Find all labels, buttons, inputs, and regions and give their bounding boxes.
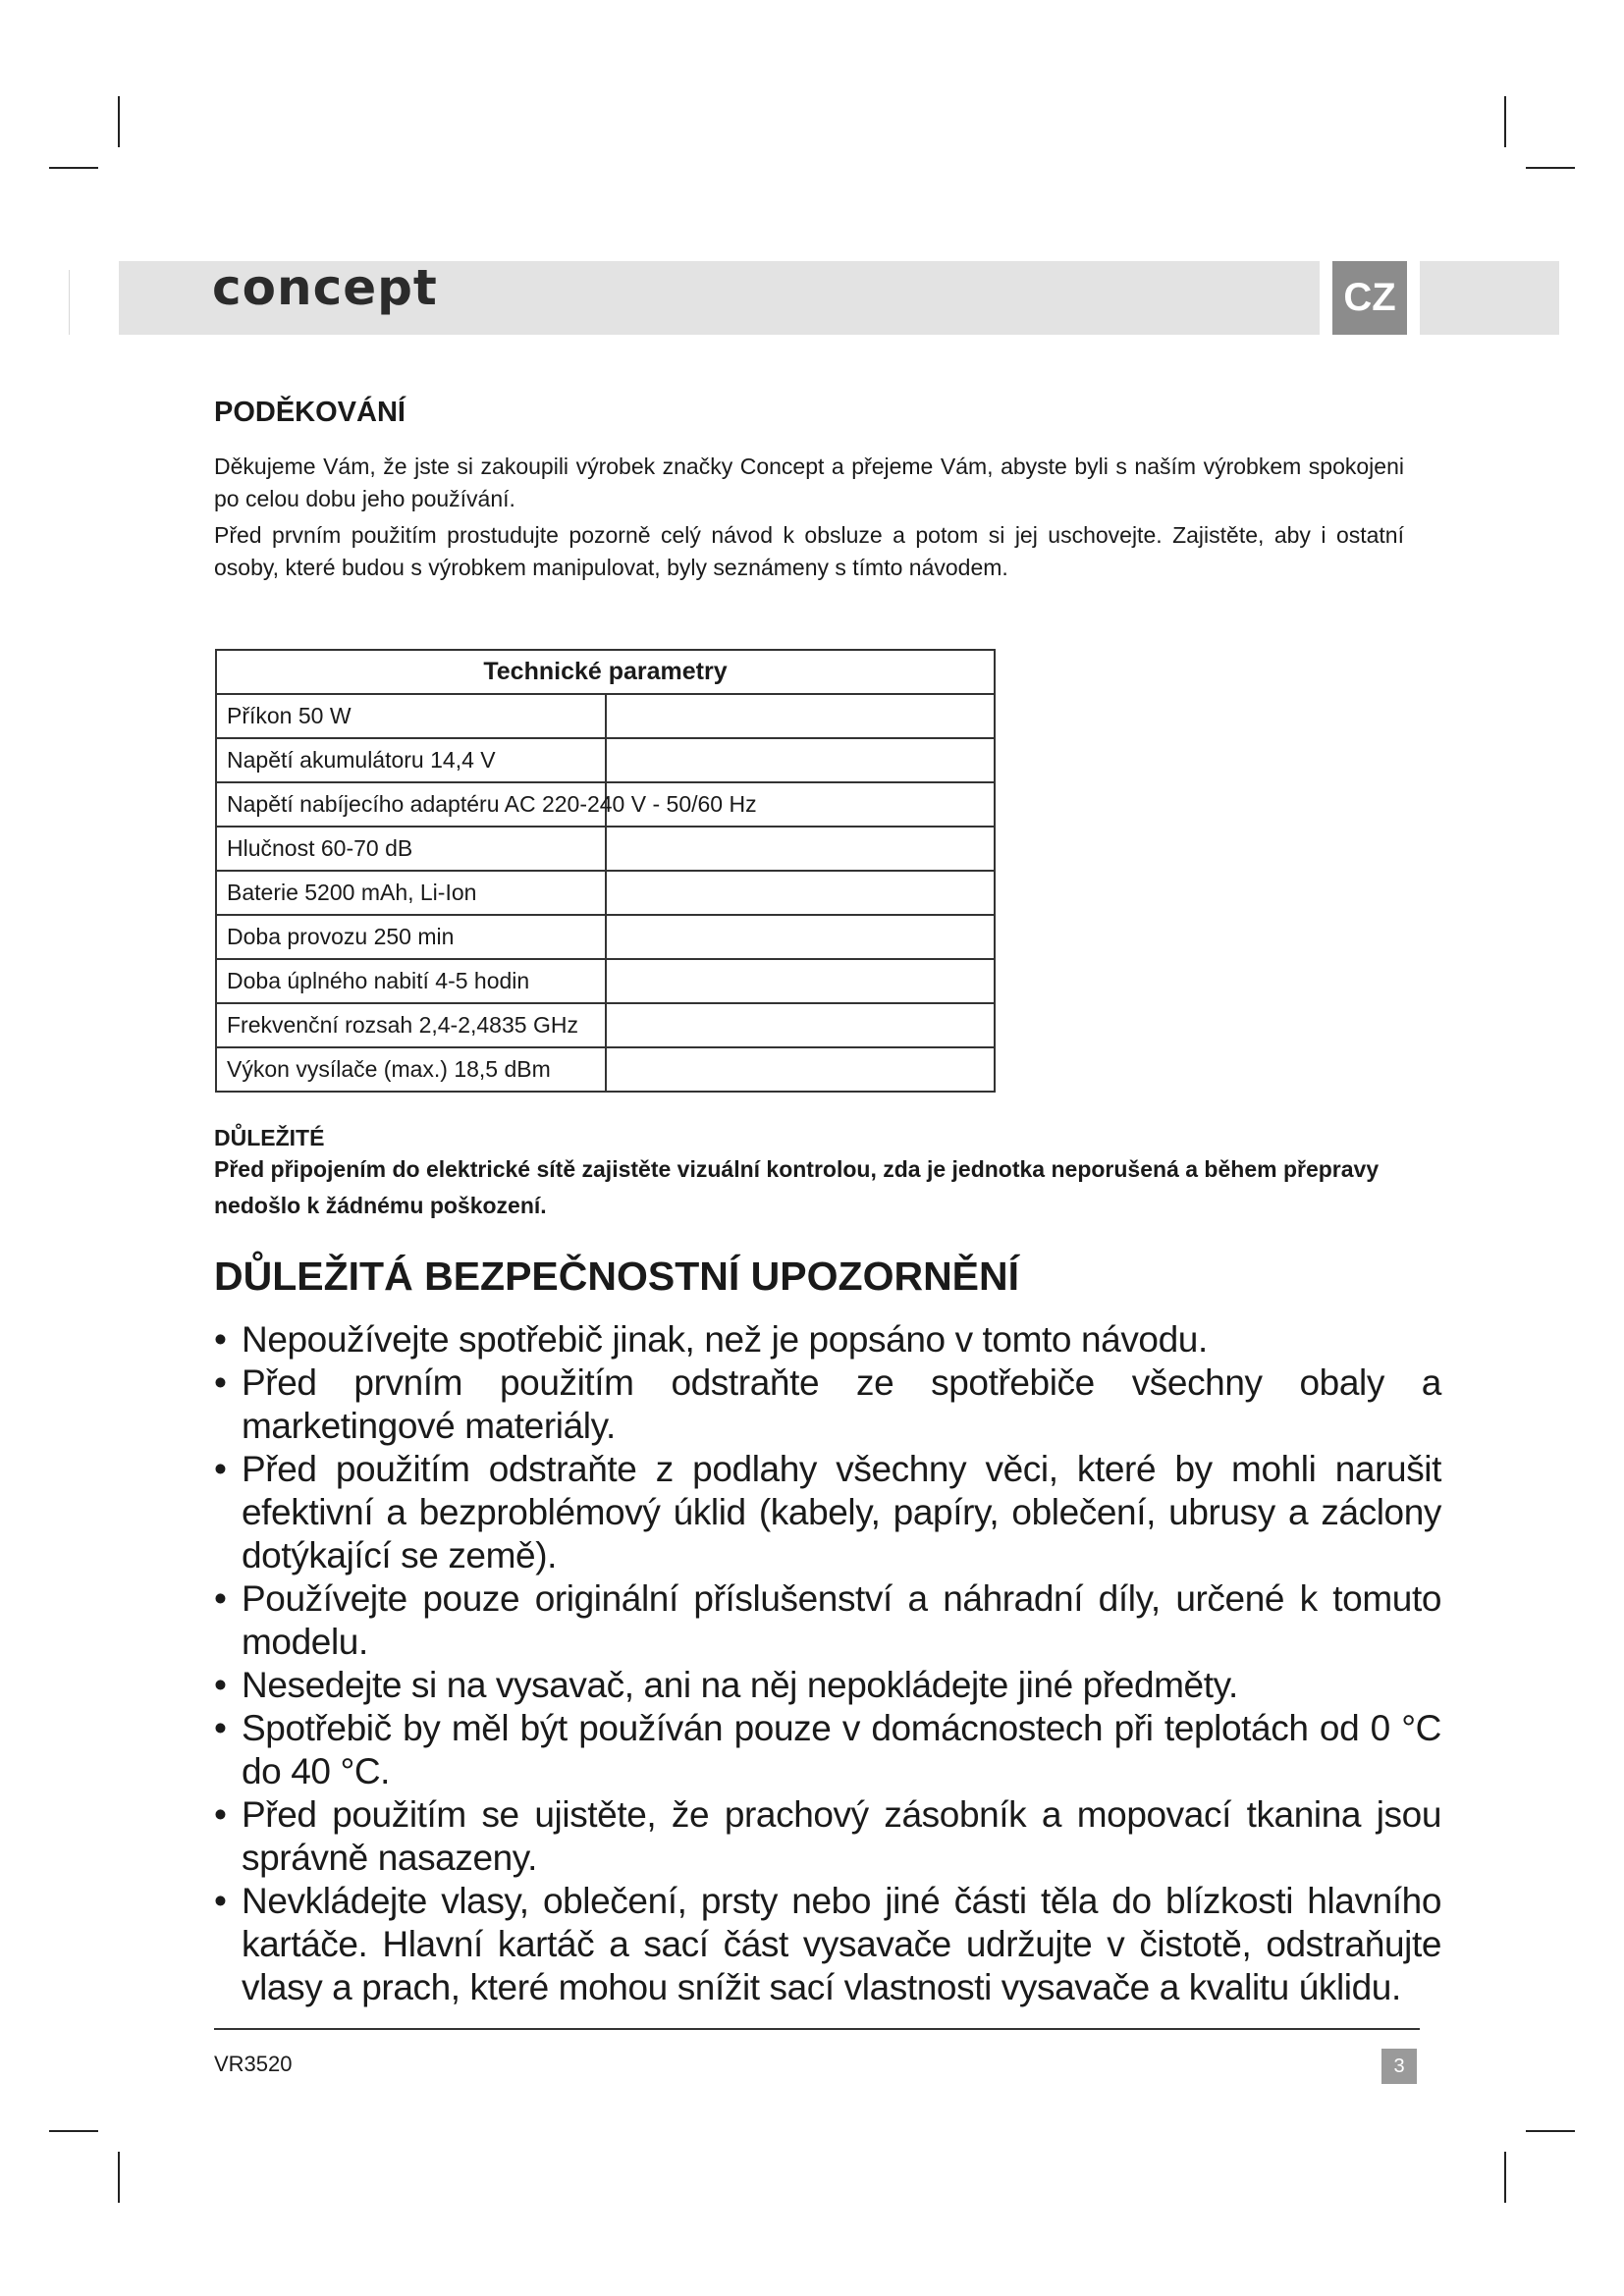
param-text: Výkon vysílače (max.) 18,5 dBm: [227, 1056, 551, 1082]
list-item: • Před použitím se ujistěte, že prachový zásobník a mopovací tkanina jsou správně nasazeny.: [214, 1793, 1441, 1880]
table-row: [216, 915, 995, 959]
brand-logo: concept: [212, 259, 438, 316]
important-heading: DŮLEŽITÉ: [214, 1125, 325, 1150]
param-text: Hlučnost 60-70 dB: [227, 835, 413, 861]
safety-list: [214, 1318, 1441, 2009]
crop-mark: [49, 2130, 98, 2132]
crop-mark: [49, 167, 98, 169]
safety-heading: DŮLEŽITÁ BEZPEČNOSTNÍ UPOZORNĚNÍ: [214, 1254, 1020, 1299]
param-text: Napětí akumulátoru 14,4 V: [227, 747, 496, 773]
language-badge: CZ: [1332, 261, 1407, 335]
param-text: Příkon 50 W: [227, 703, 352, 728]
list-item: • Před použitím odstraňte z podlahy všechny věci, které by mohli narušit efektivní a bezproblémový úklid (kabely, papíry, oblečení, ubrusy a záclony dotýkající se země).: [214, 1448, 1441, 1577]
table-row: [216, 827, 995, 871]
list-item: • Používejte pouze originální příslušenství a náhradní díly, určené k tomuto modelu.: [214, 1577, 1441, 1664]
thanks-heading: PODĚKOVÁNÍ: [214, 397, 406, 428]
model-number: VR3520: [214, 2052, 293, 2076]
param-text: Baterie 5200 mAh, Li-Ion: [227, 880, 477, 905]
param-text: Frekvenční rozsah 2,4-2,4835 GHz: [227, 1012, 578, 1038]
param-text: Doba úplného nabití 4-5 hodin: [227, 968, 530, 993]
table-row: [216, 694, 995, 738]
tech-params-table: [215, 649, 996, 1093]
tech-params-title: Technické parametry: [216, 650, 995, 694]
crop-mark: [1526, 2130, 1575, 2132]
param-text: Doba provozu 250 min: [227, 924, 455, 949]
list-item: • Nesedejte si na vysavač, ani na něj nepokládejte jiné předměty.: [214, 1664, 1441, 1707]
thanks-paragraph-1: Děkujeme Vám, že jste si zakoupili výrobek značky Concept a přejeme Vám, abyste byli s naším výrobkem spokojeni po celou dobu jeho používání.: [214, 454, 1404, 511]
table-row: [216, 871, 995, 915]
thanks-paragraph-2: Před prvním použitím prostudujte pozorně celý návod k obsluze a potom si jej uschovejte. Zajistěte, aby i ostatní osoby, které budou s výrobkem manipulovat, byly seznámeny s tímto návodem.: [214, 522, 1404, 580]
crop-mark: [1504, 2152, 1506, 2203]
page-number: 3: [1381, 2049, 1417, 2084]
table-row: [216, 1003, 995, 1047]
important-text: Před připojením do elektrické sítě zajistěte vizuální kontrolou, zda je jednotka neporušená a během přepravy nedošlo k žádnému poškození.: [214, 1156, 1380, 1218]
table-row: [216, 738, 995, 782]
table-row: [216, 1047, 995, 1092]
list-item: • Nepoužívejte spotřebič jinak, než je popsáno v tomto návodu.: [214, 1318, 1441, 1362]
list-item: • Před prvním použitím odstraňte ze spotřebiče všechny obaly a marketingové materiály.: [214, 1362, 1441, 1448]
crop-mark: [118, 2152, 120, 2203]
param-text: Napětí nabíjecího adaptéru AC 220-240 V - 50/60 Hz: [227, 791, 757, 817]
margin-tick: [69, 270, 70, 335]
crop-mark: [1526, 167, 1575, 169]
crop-mark: [118, 96, 120, 147]
table-row: [216, 782, 995, 827]
crop-mark: [1504, 96, 1506, 147]
list-item: • Nevkládejte vlasy, oblečení, prsty nebo jiné části těla do blízkosti hlavního kartáče. Hlavní kartáč a sací část vysavače udržujte v čistotě, odstraňujte vlasy a prach, které mohou snížit sací vlastnosti vysavače a kvalitu úklidu.: [214, 1880, 1441, 2009]
table-row: [216, 959, 995, 1003]
footer-divider: [214, 2028, 1420, 2030]
list-item: • Spotřebič by měl být používán pouze v domácnostech při teplotách od 0 °C do 40 °C.: [214, 1707, 1441, 1793]
header-bar-end: [1420, 261, 1559, 335]
